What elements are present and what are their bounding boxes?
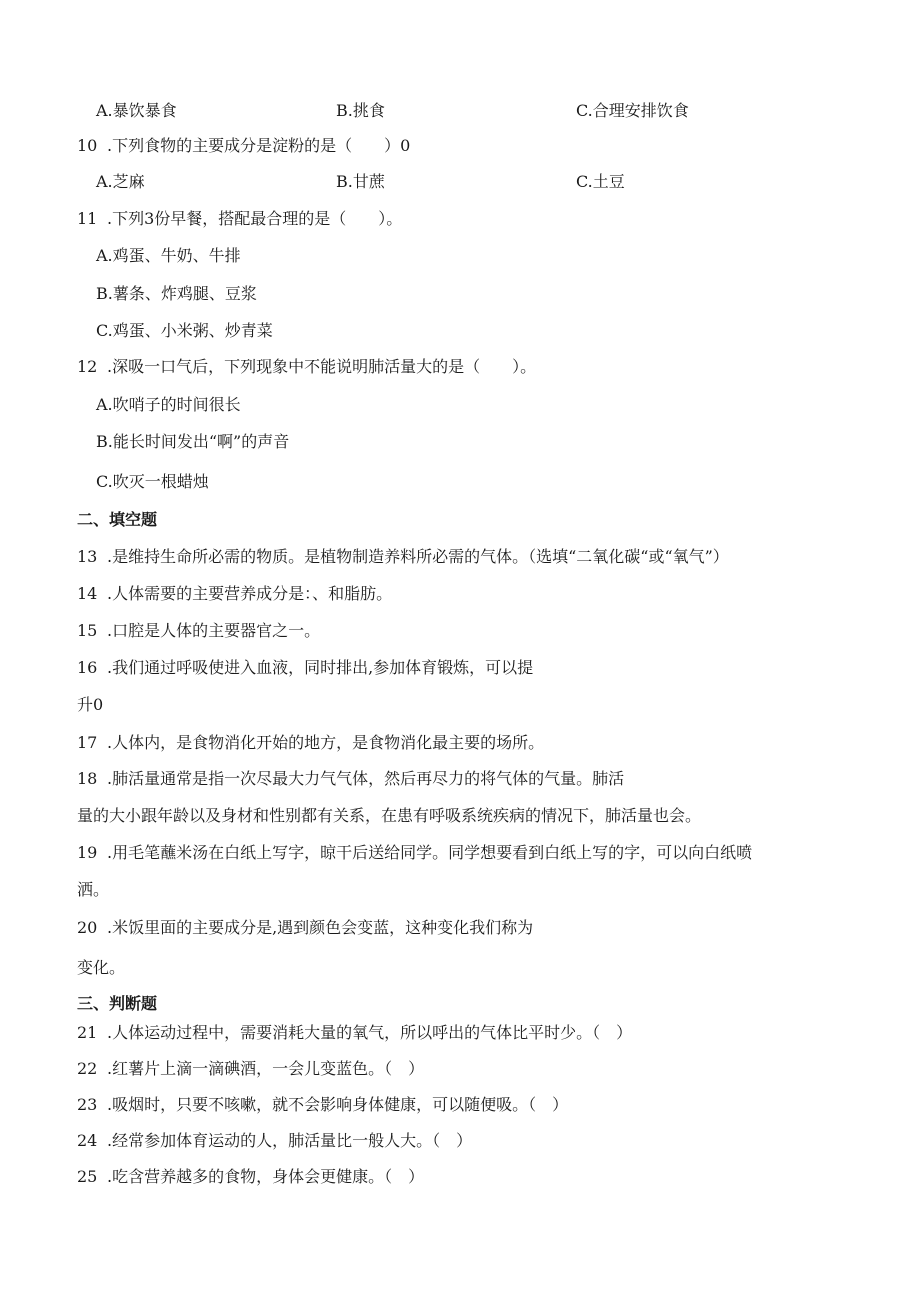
question-text: .深吸一口气后，下列现象中不能说明肺活量大的是（ ）。 [107, 357, 537, 376]
question-22 [77, 1059, 424, 1079]
question-number: 12 [77, 357, 98, 376]
question-18 [77, 769, 624, 789]
q9-option-a: A.暴饮暴食 [96, 101, 177, 120]
question-11 [77, 209, 402, 229]
question-20-continuation: 变化。 [77, 958, 126, 977]
question-text: .是维持生命所必需的物质。是植物制造养料所必需的气体。（选填“二氧化碳“或“氧气”） [107, 547, 729, 566]
question-text: .人体需要的主要营养成分是：、和脂肪。 [107, 584, 393, 603]
question-number: 18 [77, 769, 98, 788]
question-text: .下列3份早餐，搭配最合理的是（ ）。 [107, 209, 403, 228]
question-25 [77, 1167, 424, 1187]
question-16-continuation: 升0 [77, 695, 104, 714]
q9-option-b: B.挑食 [336, 101, 385, 120]
question-17 [77, 733, 544, 753]
q12-option-b: B.能长时间发出“啊”的声音 [96, 432, 290, 451]
question-number: 24 [77, 1131, 98, 1150]
question-16 [77, 658, 533, 678]
question-number: 17 [77, 733, 98, 752]
q10-option-a: A.芝麻 [96, 172, 145, 191]
question-21 [77, 1023, 632, 1043]
question-number: 13 [77, 547, 98, 566]
question-text: .下列食物的主要成分是淀粉的是（ ）0 [107, 136, 411, 155]
q11-option-b: B.薯条、炸鸡腿、豆浆 [96, 284, 257, 303]
question-text: .人体内，是食物消化开始的地方，是食物消化最主要的场所。 [107, 733, 545, 752]
question-text: .红薯片上滴一滴碘酒，一会儿变蓝色。（ ） [107, 1059, 425, 1078]
q11-option-a: A.鸡蛋、牛奶、牛排 [96, 246, 241, 265]
question-13 [77, 547, 729, 567]
q10-option-c: C.土豆 [576, 172, 625, 191]
question-text: .人体运动过程中，需要消耗大量的氧气，所以呼出的气体比平时少。（ ） [107, 1023, 633, 1042]
question-15 [77, 621, 320, 641]
question-text: .经常参加体育运动的人，肺活量比一般人大。（ ） [107, 1131, 473, 1150]
question-number: 22 [77, 1059, 98, 1078]
q12-option-a: A.吹哨子的时间很长 [96, 395, 241, 414]
q12-option-c: C.吹灭一根蜡烛 [96, 472, 209, 491]
question-20 [77, 918, 533, 938]
section-heading-fill-in: 二、填空题 [77, 510, 158, 529]
question-14 [77, 584, 392, 604]
q11-option-c: C.鸡蛋、小米粥、炒青菜 [96, 321, 273, 340]
question-number: 21 [77, 1023, 98, 1042]
question-24 [77, 1131, 472, 1151]
q10-option-b: B.甘蔗 [336, 172, 385, 191]
question-18-continuation: 量的大小跟年龄以及身材和性别都有关系，在患有呼吸系统疾病的情况下，肺活量也会。 [77, 806, 702, 825]
question-19-continuation: 洒。 [77, 880, 110, 899]
question-number: 20 [77, 918, 98, 937]
question-23 [77, 1095, 568, 1115]
question-text: .我们通过呼吸使进入血液，同时排出,参加体育锻炼，可以提 [107, 658, 534, 677]
question-10 [77, 136, 410, 156]
question-number: 16 [77, 658, 98, 677]
question-19 [77, 843, 752, 863]
question-text: .米饭里面的主要成分是,遇到颜色会变蓝，这种变化我们称为 [107, 918, 534, 937]
question-number: 14 [77, 584, 98, 603]
question-text: .用毛笔蘸米汤在白纸上写字，晾干后送给同学。同学想要看到白纸上写的字，可以向白纸喷 [107, 843, 753, 862]
question-text: .口腔是人体的主要器官之一。 [107, 621, 321, 640]
question-12 [77, 357, 536, 377]
q9-option-c: C.合理安排饮食 [576, 101, 689, 120]
question-number: 10 [77, 136, 98, 155]
question-number: 11 [77, 209, 98, 228]
question-text: .吸烟时，只要不咳嗽，就不会影响身体健康，可以随便吸。（ ） [107, 1095, 569, 1114]
question-number: 25 [77, 1167, 98, 1186]
section-heading-true-false: 三、判断题 [77, 994, 158, 1013]
question-number: 19 [77, 843, 98, 862]
question-text: .肺活量通常是指一次尽最大力气气体，然后再尽力的将气体的气量。肺活 [107, 769, 625, 788]
question-number: 23 [77, 1095, 98, 1114]
question-text: .吃含营养越多的食物，身体会更健康。（ ） [107, 1167, 425, 1186]
question-number: 15 [77, 621, 98, 640]
